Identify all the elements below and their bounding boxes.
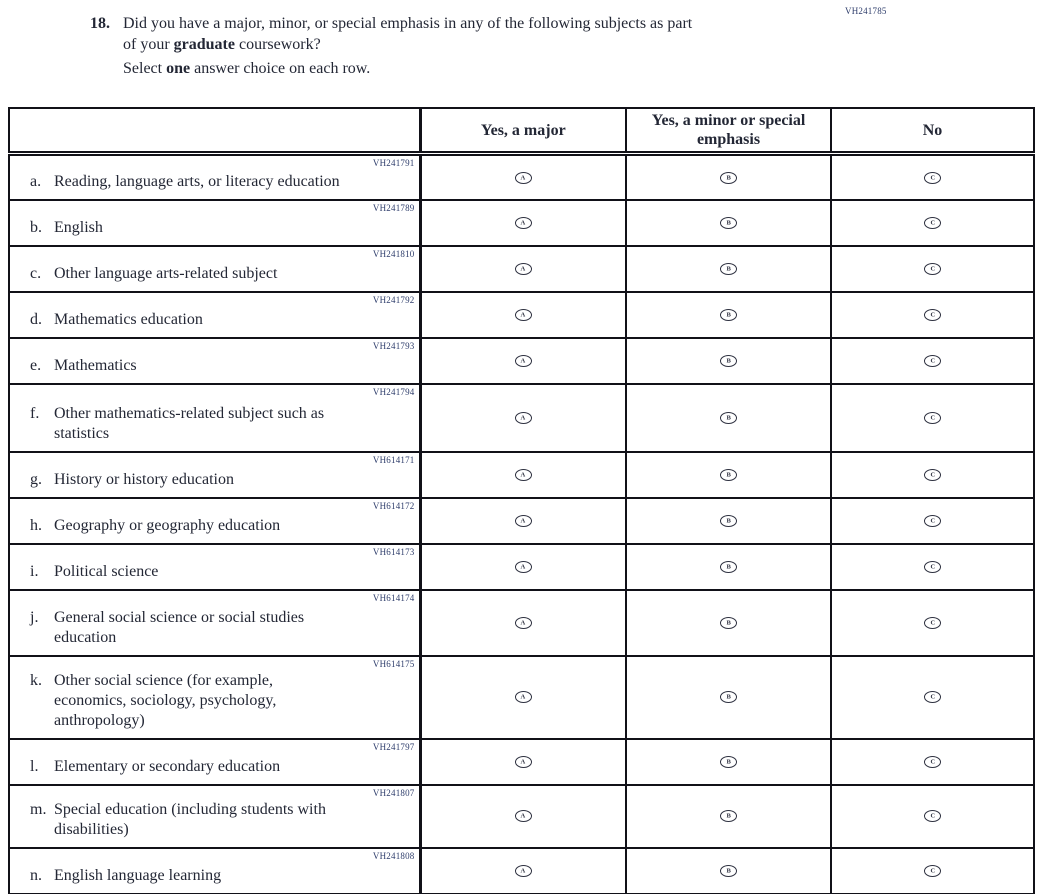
row-letter: l.	[30, 757, 39, 775]
answer-cell-major	[420, 384, 626, 452]
radio-bubble-a[interactable]: A	[515, 217, 532, 229]
radio-bubble-b[interactable]: B	[720, 756, 737, 768]
row-code: VH241794	[372, 386, 415, 397]
row-label-cell	[9, 246, 420, 292]
row-code: VH614171	[372, 454, 415, 465]
table-row-n	[9, 848, 1034, 894]
row-label: Other social science (for example, economics, sociology, psychology, anthropology)	[54, 671, 277, 729]
table-row-f	[9, 384, 1034, 452]
radio-bubble-c[interactable]: C	[924, 309, 941, 321]
answer-cell-no	[831, 544, 1034, 590]
row-label-cell	[9, 590, 420, 656]
answer-cell-major	[420, 292, 626, 338]
table-row-m	[9, 785, 1034, 848]
radio-bubble-c[interactable]: C	[924, 355, 941, 367]
answer-cell-major	[420, 544, 626, 590]
row-letter: k.	[30, 671, 42, 689]
row-code: VH241793	[372, 340, 415, 351]
answer-cell-no	[831, 154, 1034, 200]
answer-cell-minor	[626, 246, 831, 292]
answer-cell-minor	[626, 739, 831, 785]
row-letter: e.	[30, 356, 42, 374]
row-label: Geography or geography education	[54, 516, 281, 534]
row-label-cell	[9, 154, 420, 200]
row-label: Mathematics	[54, 356, 137, 374]
row-code: VH614174	[372, 592, 415, 603]
radio-bubble-a[interactable]: A	[515, 355, 532, 367]
row-label-cell	[9, 656, 420, 739]
row-letter: a.	[30, 172, 42, 190]
table-row-b	[9, 200, 1034, 246]
answer-cell-no	[831, 384, 1034, 452]
radio-bubble-c[interactable]: C	[924, 172, 941, 184]
answer-cell-major	[420, 590, 626, 656]
row-letter: m.	[30, 800, 47, 818]
row-letter: i.	[30, 562, 39, 580]
question-line2-bold: graduate	[173, 36, 235, 53]
table-row-k	[9, 656, 1034, 739]
answer-cell-no	[831, 848, 1034, 894]
row-letter: b.	[30, 218, 42, 236]
radio-bubble-c[interactable]: C	[924, 263, 941, 275]
answer-cell-no	[831, 785, 1034, 848]
question-line2-before: of your	[123, 36, 174, 53]
answer-grid-table	[8, 107, 1035, 894]
answer-cell-no	[831, 292, 1034, 338]
answer-cell-minor	[626, 452, 831, 498]
row-label-cell	[9, 384, 420, 452]
answer-cell-major	[420, 785, 626, 848]
row-code: VH241789	[372, 202, 415, 213]
answer-cell-minor	[626, 544, 831, 590]
answer-cell-no	[831, 656, 1034, 739]
row-label: English	[54, 218, 103, 236]
row-label: History or history education	[54, 470, 234, 488]
table-row-h	[9, 498, 1034, 544]
radio-bubble-c[interactable]: C	[924, 469, 941, 481]
row-label: Special education (including students with disabilities)	[54, 800, 326, 838]
answer-cell-major	[420, 452, 626, 498]
row-label: Political science	[54, 562, 159, 580]
instruction-after: answer choice on each row.	[190, 60, 371, 77]
answer-cell-minor	[626, 590, 831, 656]
answer-cell-minor	[626, 200, 831, 246]
radio-bubble-c[interactable]: C	[924, 756, 941, 768]
row-code: VH241792	[372, 294, 415, 305]
answer-cell-minor	[626, 292, 831, 338]
instruction-bold: one	[166, 60, 191, 77]
row-code: VH241808	[372, 850, 415, 861]
radio-bubble-b[interactable]: B	[720, 355, 737, 367]
radio-bubble-b[interactable]: B	[720, 561, 737, 573]
radio-bubble-b[interactable]: B	[720, 617, 737, 629]
answer-cell-major	[420, 154, 626, 200]
radio-bubble-c[interactable]: C	[924, 617, 941, 629]
question-line2-after: coursework?	[234, 36, 321, 53]
answer-cell-no	[831, 590, 1034, 656]
radio-bubble-a[interactable]: A	[515, 691, 532, 703]
radio-bubble-b[interactable]: B	[720, 691, 737, 703]
answer-cell-minor	[626, 498, 831, 544]
table-row-j	[9, 590, 1034, 656]
answer-cell-major	[420, 739, 626, 785]
row-label: General social science or social studies education	[54, 608, 305, 646]
radio-bubble-a[interactable]: A	[515, 172, 532, 184]
answer-cell-no	[831, 452, 1034, 498]
row-code: VH241797	[372, 741, 415, 752]
answer-cell-no	[831, 498, 1034, 544]
instruction-text	[123, 60, 370, 78]
radio-bubble-b[interactable]: B	[720, 865, 737, 877]
question-line1: Did you have a major, minor, or special emphasis in any of the following subjects as part	[123, 15, 693, 32]
answer-cell-no	[831, 246, 1034, 292]
answer-cell-minor	[626, 338, 831, 384]
question-number: 18.	[90, 15, 110, 32]
row-label: Other mathematics-related subject such as statistics	[54, 404, 325, 442]
row-label-cell	[9, 452, 420, 498]
instruction-before: Select	[123, 60, 167, 77]
row-label-cell	[9, 200, 420, 246]
row-label: Other language arts-related subject	[54, 264, 278, 282]
row-label-cell	[9, 544, 420, 590]
row-label-cell	[9, 739, 420, 785]
row-label-cell	[9, 848, 420, 894]
table-row-i	[9, 544, 1034, 590]
radio-bubble-a[interactable]: A	[515, 617, 532, 629]
row-code: VH614172	[372, 500, 415, 511]
row-code: VH614175	[372, 658, 415, 669]
radio-bubble-b[interactable]: B	[720, 309, 737, 321]
question-block	[90, 13, 850, 55]
radio-bubble-b[interactable]: B	[720, 263, 737, 275]
answer-cell-major	[420, 246, 626, 292]
answer-cell-minor	[626, 154, 831, 200]
answer-cell-minor	[626, 848, 831, 894]
radio-bubble-b[interactable]: B	[720, 412, 737, 424]
radio-bubble-a[interactable]: A	[515, 515, 532, 527]
radio-bubble-a[interactable]: A	[515, 412, 532, 424]
row-letter: n.	[30, 866, 42, 884]
header-yes-minor: Yes, a minor or special emphasis	[626, 108, 831, 154]
row-letter: g.	[30, 470, 42, 488]
row-code: VH241807	[372, 787, 415, 798]
table-row-d	[9, 292, 1034, 338]
answer-cell-no	[831, 338, 1034, 384]
row-letter: c.	[30, 264, 42, 282]
header-no: No	[831, 108, 1034, 154]
row-label-cell	[9, 785, 420, 848]
answer-cell-major	[420, 848, 626, 894]
radio-bubble-c[interactable]: C	[924, 561, 941, 573]
table-row-a	[9, 154, 1034, 200]
question-text	[123, 13, 692, 55]
table-row-e	[9, 338, 1034, 384]
row-code: VH241810	[372, 248, 415, 259]
form-code: VH241785	[845, 6, 887, 16]
answer-cell-minor	[626, 785, 831, 848]
row-label-cell	[9, 292, 420, 338]
row-code: VH241791	[372, 158, 415, 168]
radio-bubble-a[interactable]: A	[515, 309, 532, 321]
radio-bubble-c[interactable]: C	[924, 691, 941, 703]
row-letter: f.	[30, 404, 40, 422]
row-letter: j.	[30, 608, 39, 626]
radio-bubble-b[interactable]: B	[720, 515, 737, 527]
answer-cell-no	[831, 739, 1034, 785]
row-letter: h.	[30, 516, 42, 534]
header-yes-major: Yes, a major	[420, 108, 626, 154]
row-label: Mathematics education	[54, 310, 203, 328]
row-label-cell	[9, 498, 420, 544]
row-label: English language learning	[54, 866, 222, 884]
answer-cell-minor	[626, 384, 831, 452]
radio-bubble-c[interactable]: C	[924, 515, 941, 527]
answer-cell-major	[420, 200, 626, 246]
table-row-l	[9, 739, 1034, 785]
radio-bubble-a[interactable]: A	[515, 263, 532, 275]
radio-bubble-c[interactable]: C	[924, 217, 941, 229]
header-empty-cell	[9, 108, 420, 154]
row-code: VH614173	[372, 546, 415, 557]
table-row-c	[9, 246, 1034, 292]
header-row	[9, 108, 1034, 154]
row-label-cell	[9, 338, 420, 384]
radio-bubble-c[interactable]: C	[924, 810, 941, 822]
radio-bubble-b[interactable]: B	[720, 172, 737, 184]
radio-bubble-a[interactable]: A	[515, 810, 532, 822]
answer-cell-major	[420, 656, 626, 739]
row-letter: d.	[30, 310, 42, 328]
answer-cell-no	[831, 200, 1034, 246]
radio-bubble-c[interactable]: C	[924, 412, 941, 424]
table-row-g	[9, 452, 1034, 498]
radio-bubble-a[interactable]: A	[515, 469, 532, 481]
answer-cell-major	[420, 498, 626, 544]
radio-bubble-a[interactable]: A	[515, 756, 532, 768]
radio-bubble-b[interactable]: B	[720, 217, 737, 229]
radio-bubble-a[interactable]: A	[515, 865, 532, 877]
radio-bubble-c[interactable]: C	[924, 865, 941, 877]
radio-bubble-b[interactable]: B	[720, 469, 737, 481]
row-label: Reading, language arts, or literacy education	[54, 172, 340, 190]
radio-bubble-b[interactable]: B	[720, 810, 737, 822]
answer-cell-major	[420, 338, 626, 384]
answer-cell-minor	[626, 656, 831, 739]
row-label: Elementary or secondary education	[54, 757, 281, 775]
radio-bubble-a[interactable]: A	[515, 561, 532, 573]
